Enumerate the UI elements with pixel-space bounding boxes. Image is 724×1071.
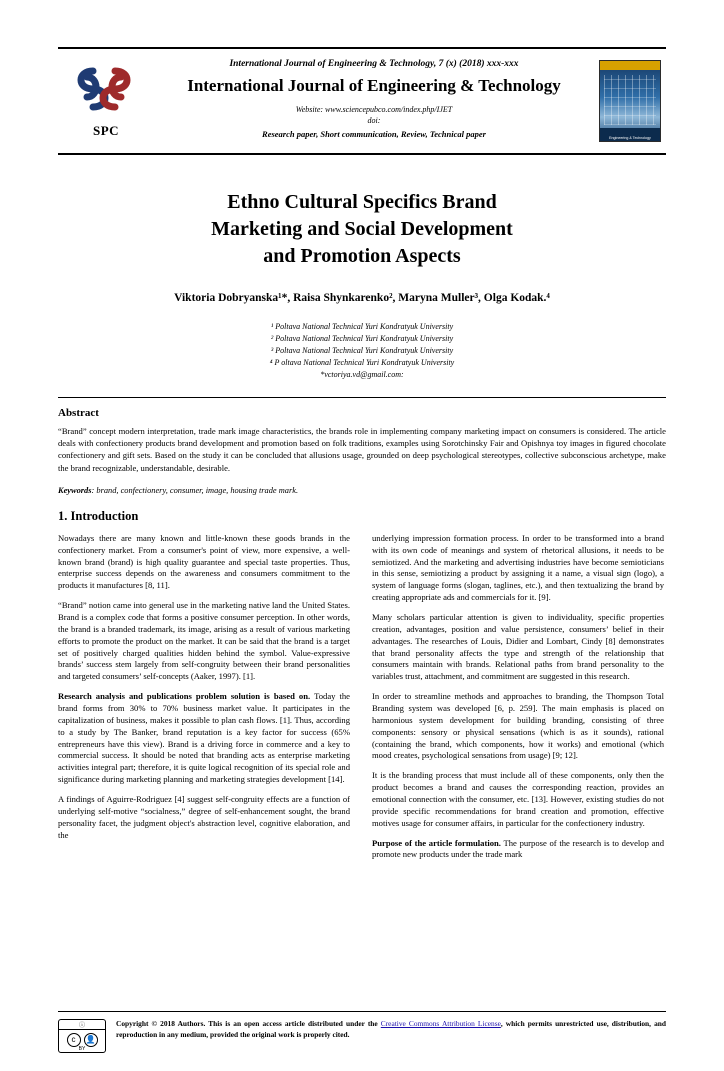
title-block	[58, 189, 666, 381]
abstract-text: “Brand” concept modern interpretation, trade mark image characteristics, the brands role in implementing company marketing impact on consumers is considered. The article deals with confectionery products brand development and promotion based on folk traditions, examples using Sorotchinsky Fair and Opishnya toy images in figured chocolate confectionery and gift sets. Based on the study it can be concluded that allusions usage, grounded on deep psychological stereotypes, collective subconscious archetype, make the brand recognizable, understandable, desirable.	[58, 426, 666, 473]
masthead-center	[154, 55, 594, 147]
affiliation-1: ¹ Poltava National Technical Yuri Kondratyuk University	[270, 322, 454, 331]
paragraph: In order to streamline methods and approaches to branding, the Thompson Total Branding system was developed [6, p. 259]. The main emphasis is placed on harmonious system development for building branding, consisting of three components: sensory or physical sensations (which is as it sounds), rational (containing the brand, which components, how it works) and emotional (which mood creates, psychological sensations from usage) [9; 12].	[372, 691, 664, 761]
cc-by-label: BY	[78, 1046, 86, 1052]
cover-caption: Engineering & Technology	[609, 136, 651, 140]
paragraph: Many scholars particular attention is given to individuality, specific properties creation, advantages, position and value persistence, consumers’ belief in their advantages. The researches of Louis, Didier and Lombart, Cindy [8] demonstrates that brand personality affects the type and strength of the relationship that consumers maintain with brands. Relational paths from brand personality to the variables trust, attachment, and commitment are suggested in this research.	[372, 611, 664, 682]
journal-website[interactable]: Website: www.sciencepubco.com/index.php/IJET	[295, 105, 453, 114]
article-title-line-3: and Promotion Aspects	[263, 245, 461, 267]
keywords-line	[58, 486, 666, 495]
affiliation-list	[58, 321, 666, 381]
journal-issue-line: International Journal of Engineering & Technology, 7 (x) (2018) xxx-xxx	[229, 59, 519, 69]
keywords-values: : brand, confectionery, consumer, image, housing trade mark.	[91, 485, 299, 495]
section-heading-introduction: 1. Introduction	[58, 508, 139, 523]
spc-logo-icon	[69, 63, 143, 125]
journal-paper-types: Research paper, Short communication, Review, Technical paper	[262, 128, 486, 139]
right-column	[372, 533, 664, 861]
keywords-label: Keywords	[58, 485, 92, 495]
paragraph-rest: Today the brand forms from 30% to 70% business market value. It participates in the capitalization of business, makes it possible to plan cash flows. [1]. Thus, according to a study by The Banker, brand reputation is a key factor for success (65% entrepreneurs have this view). Brand is a driving force in commerce and a key to commercial success. It should be noted that branding acts as enterprise marketing activities integral part; therefore, it is quite logical recognition of its special role and significance during marketing planning and marketing strategies development [14].	[58, 691, 350, 785]
paragraph: A findings of Aguirre-Rodriguez [4] suggest self-congruity effects are a function of underlying self-motive “socialness,” degree of self-enhancement sought, the brand personality facet, the judgment object's abstraction level, cognitive elaboration, and the	[58, 794, 350, 840]
abstract-heading: Abstract	[58, 407, 99, 419]
license-link[interactable]: Creative Commons Attribution License	[380, 1019, 501, 1028]
paragraph	[372, 838, 664, 862]
abstract-section	[58, 407, 666, 495]
journal-doi: doi:	[367, 115, 381, 125]
journal-masthead	[58, 47, 666, 155]
article-title	[58, 189, 666, 270]
affiliation-4: ⁴ P oltava National Technical Yuri Kondratyuk University	[269, 358, 455, 367]
paragraph: “Brand” notion came into general use in the marketing native land the United States. Brand is a complex code that forms a positive consumer perception. In other words, the brand is a branded trademark, its image, arising as a result of various marketing efforts to promote the product on the market. It can be said that the brand is a target set of positively charged qualities hidden behind the symbol. Value-expressive brands’ success stem largely from self-congruity between their brand personalities and targeted consumers’ self-concepts (Aaker, 1997). [1].	[58, 600, 350, 682]
cc-circle-person: 👤	[84, 1033, 98, 1047]
copyright-bold: Copyright © 2018 Authors. This is an open access article distributed under the	[116, 1019, 381, 1028]
publisher-abbrev: SPC	[92, 123, 120, 138]
paragraph: underlying impression formation process. In order to be transformed into a brand with its own code of meanings and system of rhetorical allusions, it needs to be semiotized. And the marketing and advertising industries have become semioticians in this sense, semiotizing a product by assigning it a name, a visual sign (logo), a system of language forms (slogan, taglines, etc.), and then textualizing the brand by creating appropriate ads and commercials for it. [9].	[372, 532, 664, 603]
copyright-rest: , which permits unrestricted use, distribution, and reproduction in any medium, provided the original work is properly cited.	[116, 1019, 667, 1039]
copyright-text	[116, 1019, 666, 1040]
affiliation-3: ³ Poltava National Technical Yuri Kondratyuk University	[270, 346, 454, 355]
license-footer	[58, 1011, 666, 1053]
body-columns	[58, 533, 666, 861]
author-list: Viktoria Dobryanska¹*, Raisa Shynkarenko², Maryna Muller³, Olga Kodak.⁴	[174, 292, 550, 304]
journal-cover-thumbnail	[594, 55, 666, 147]
paragraph: It is the branding process that must include all of these components, only then the product becomes a brand and causes the corresponding reaction, provides an emotional connection with the consumer, etc. [13]. However, existing studies do not provide specific recommendations for brand creation and promotion, effective motives usage for consumer affairs, in particular for the confectionery industry.	[372, 770, 664, 828]
affiliation-2: ² Poltava National Technical Yuri Kondratyuk University	[270, 334, 454, 343]
journal-title: International Journal of Engineering & Technology	[187, 76, 561, 95]
creative-commons-icon	[58, 1019, 106, 1053]
publisher-logo	[58, 55, 154, 147]
paragraph	[58, 691, 350, 786]
paper-page	[0, 47, 724, 1071]
article-title-line-2: Marketing and Social Development	[211, 218, 513, 240]
corresponding-email[interactable]: *vctoriya.vd@gmail.com:	[320, 370, 404, 379]
paragraph-bold-lead: Purpose of the article formulation.	[372, 837, 501, 848]
left-column	[58, 533, 350, 861]
paragraph-rest: The purpose of the research is to develop and promote new products under the trade mark	[372, 837, 664, 860]
cc-top-glyph: ⓘ	[78, 1023, 85, 1029]
abstract-divider	[58, 397, 666, 398]
paragraph: Nowadays there are many known and little-known these goods brands in the confectionery market. From a consumer's point of view, more expensive, a well-known brand (brand) is high quality guarantee and special taste properties. Thus, enterprise success depends on the awareness and consumers commitment to the products it manufactures [8, 11].	[58, 532, 350, 591]
article-title-line-1: Ethno Cultural Specifics Brand	[227, 191, 497, 213]
cc-circle-c: c	[67, 1033, 81, 1047]
paragraph-bold-lead: Research analysis and publications problem solution is based on.	[58, 691, 311, 702]
